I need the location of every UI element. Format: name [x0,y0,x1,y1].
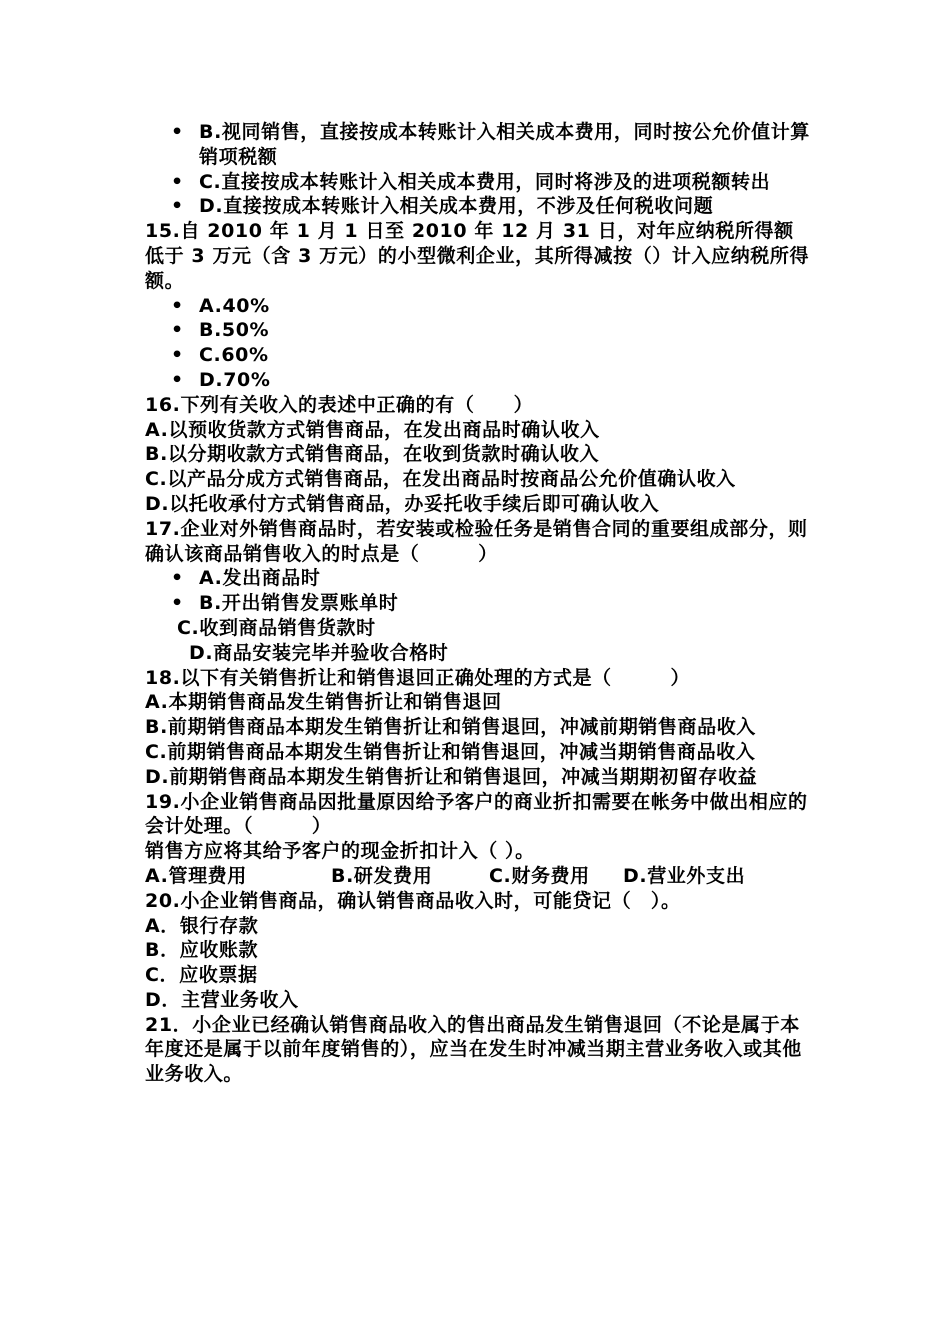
q19-option-b: B.研发费用 [331,864,433,887]
q14-option-d: • D.直接按成本转账计入相关成本费用，不涉及任何税收问题 [145,194,813,219]
q19-option-d: D.营业外支出 [623,864,746,887]
q19-stem: 19.小企业销售商品因批量原因给予客户的商业折扣需要在帐务中做出相应的会计处理。（ ） [145,790,808,838]
q15-option-a: • A.40% [145,294,813,319]
q16-option-d: D.以托收承付方式销售商品，办妥托收手续后即可确认收入 [145,492,660,515]
q20-option-a: A．银行存款 [145,914,259,937]
q19-options-row [145,864,813,889]
q17-option-c: C.收到商品销售货款时 [177,616,376,639]
q19-option-a: A.管理费用 [145,864,247,887]
q17-option-d: D.商品安装完毕并验收合格时 [189,641,449,664]
q20-option-d: D．主营业务收入 [145,988,299,1011]
q15-stem: 15.自 2010 年 1 月 1 日至 2010 年 12 月 31 日，对年应纳税所得额低于 3 万元（含 3 万元）的小型微利企业，其所得减按（）计入应纳税所得额。 [145,220,810,292]
q17-option-b: • B.开出销售发票账单时 [145,591,813,616]
q16-option-c: C.以产品分成方式销售商品，在发出商品时按商品公允价值确认收入 [145,468,736,491]
q21-stem: 21．小企业已经确认销售商品收入的售出商品发生销售退回（不论是属于本年度还是属于以前年度销售的），应当在发生时冲减当期主营业务收入或其他业务收入。 [145,1013,802,1086]
q17-option-a: • A.发出商品时 [145,566,813,591]
q18-stem: 18.以下有关销售折让和销售退回正确处理的方式是（ ） [145,666,691,689]
q19-sub-question: 销售方应将其给予客户的现金折扣计入（ ）。 [145,840,535,863]
q18-option-a: A.本期销售商品发生销售折让和销售退回 [145,691,502,714]
document-page [145,120,813,1087]
q15-option-d: • D.70% [145,368,813,393]
q17-stem: 17.企业对外销售商品时，若安装或检验任务是销售合同的重要组成部分，则确认该商品销售收入的时点是（ ） [145,517,808,565]
q15-option-c: • C.60% [145,343,813,368]
q18-option-c: C.前期销售商品本期发生销售折让和销售退回，冲减当期销售商品收入 [145,740,756,763]
q16-option-a: A.以预收货款方式销售商品，在发出商品时确认收入 [145,418,600,441]
q16-option-b: B.以分期收款方式销售商品，在收到货款时确认收入 [145,443,600,466]
q18-option-b: B.前期销售商品本期发生销售折让和销售退回，冲减前期销售商品收入 [145,716,756,739]
q20-option-c: C．应收票据 [145,964,258,987]
q14-option-c: • C.直接按成本转账计入相关成本费用，同时将涉及的进项税额转出 [145,170,813,195]
q20-option-b: B．应收账款 [145,939,259,962]
q18-option-d: D.前期销售商品本期发生销售折让和销售退回，冲减当期期初留存收益 [145,765,758,788]
q19-option-c: C.财务费用 [489,864,590,887]
q16-stem: 16.下列有关收入的表述中正确的有（ ） [145,393,534,416]
q14-option-b: • B.视同销售，直接按成本转账计入相关成本费用，同时按公允价值计算销项税额 [145,120,813,170]
q15-option-b: • B.50% [145,318,813,343]
q20-stem: 20.小企业销售商品，确认销售商品收入时，可能贷记（ ）。 [145,889,681,912]
